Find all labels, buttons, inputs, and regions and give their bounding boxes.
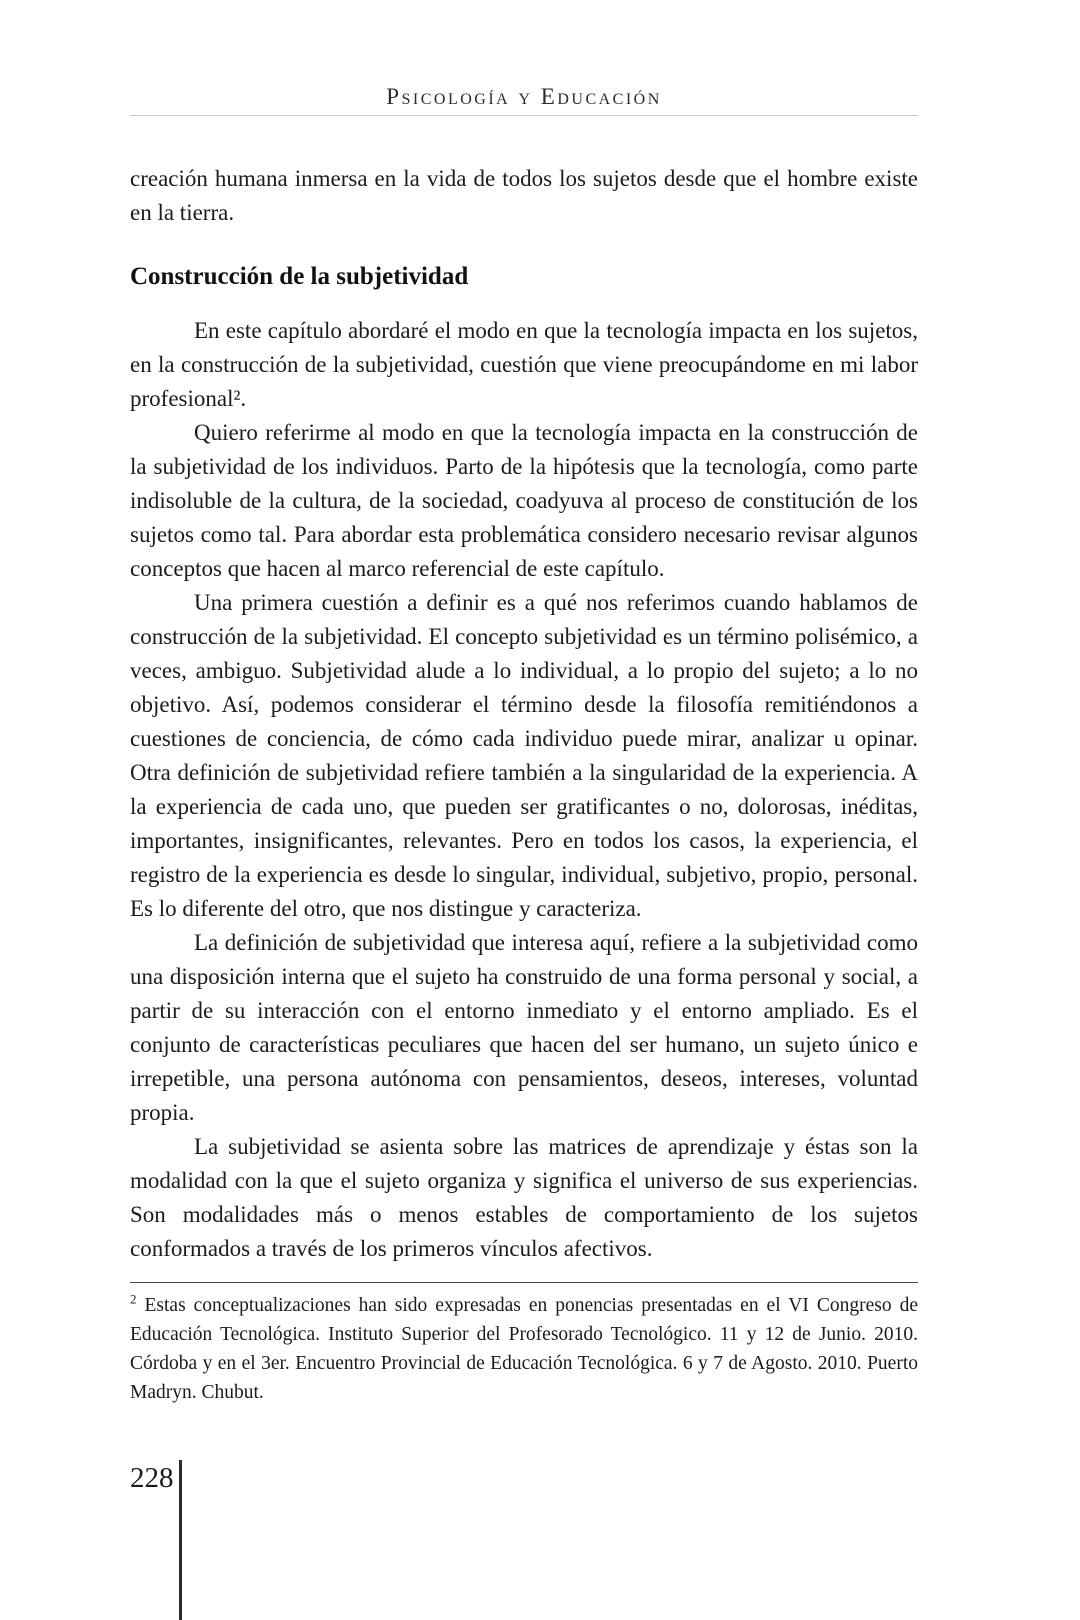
paragraph: Quiero referirme al modo en que la tecnología impacta en la construcción de la subjetividad de los individuos. Parto de la hipótesis que la tecnología, como parte indisoluble de la cultura, de la sociedad, coadyuva al proceso de constitución de los sujetos como tal. Para abordar esta problemática considero necesario revisar algunos conceptos que hacen al marco referencial de este capítulo.	[130, 420, 918, 581]
paragraph: La subjetividad se asienta sobre las matrices de aprendizaje y éstas son la modalidad con la que el sujeto organiza y significa el universo de sus experiencias. Son modalidades más o menos estables de comportamiento de los sujetos conformados a través de los primeros vínculos afectivos.	[130, 1134, 918, 1261]
paragraph: Una primera cuestión a definir es a qué nos referimos cuando hablamos de construcción de la subjetividad. El concepto subjetividad es un término polisémico, a veces, ambiguo. Subjetividad alude a lo individual, a lo propio del sujeto; a lo no objetivo. Así, podemos considerar el término desde la filosofía remitiéndonos a cuestiones de conciencia, de cómo cada individuo puede mirar, analizar u opinar. Otra definición de subjetividad refiere también a la singularidad de la experiencia. A la experiencia de cada uno, que pueden ser gratificantes o no, dolorosas, inéditas, importantes, insignificantes, relevantes. Pero en todos los casos, la experiencia, el registro de la experiencia es desde lo singular, individual, subjetivo, propio, personal. Es lo diferente del otro, que nos distingue y caracteriza.	[130, 590, 918, 921]
section-heading: Construcción de la subjetividad	[130, 263, 469, 290]
paragraph: En este capítulo abordaré el modo en que la tecnología impacta en los sujetos, en la construcción de la subjetividad, cuestión que viene preocupándome en mi labor profesional².	[130, 318, 918, 411]
intro-paragraph: creación humana inmersa en la vida de todos los sujetos desde que el hombre existe en la tierra.	[130, 166, 918, 225]
paragraph: La definición de subjetividad que interesa aquí, refiere a la subjetividad como una disposición interna que el sujeto ha construido de una forma personal y social, a partir de su interacción con el entorno inmediato y el entorno ampliado. Es el conjunto de características peculiares que hacen del ser humano, un sujeto único e irrepetible, una persona autónoma con pensamientos, deseos, intereses, voluntad propia.	[130, 930, 918, 1125]
footnote-body: Estas conceptualizaciones han sido expresadas en ponencias presentadas en el VI Congreso de Educación Tecnológica. Instituto Superior del Profesorado Tecnológico. 11 y 12 de Junio. 2010. Córdoba y en el 3er. Encuentro Provincial de Educación Tecnológica. 6 y 7 de Agosto. 2010. Puerto Madryn. Chubut.	[130, 1295, 918, 1403]
footnote	[130, 1282, 918, 1407]
footnote-divider	[130, 1282, 918, 1283]
running-header: Psicología y Educación	[386, 84, 662, 109]
bottom-vertical-rule	[179, 1460, 182, 1620]
page-number: 228	[130, 1462, 174, 1494]
footnote-marker: 2	[130, 1291, 137, 1307]
body-text	[130, 162, 918, 1266]
header-divider	[130, 115, 918, 116]
footnote-text	[130, 1291, 918, 1407]
